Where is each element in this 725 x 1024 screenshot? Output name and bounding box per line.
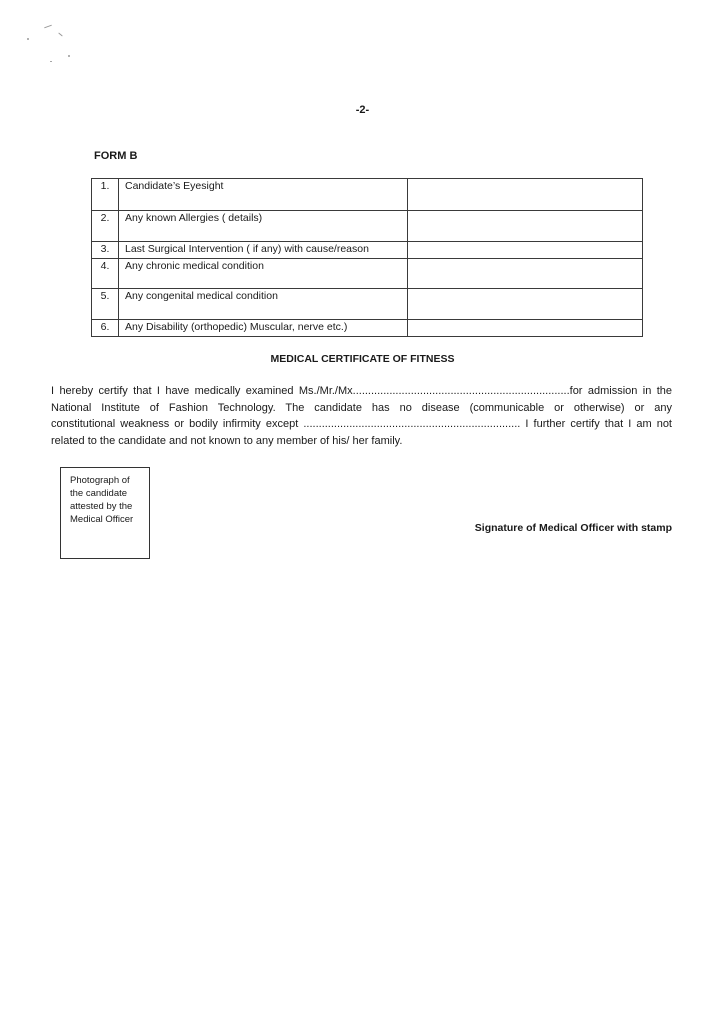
- certificate-title: MEDICAL CERTIFICATE OF FITNESS: [270, 353, 455, 365]
- row-answer-field[interactable]: [408, 289, 643, 320]
- table-row: [92, 289, 643, 320]
- row-number: 3.: [92, 242, 119, 259]
- form-title: FORM B: [94, 150, 138, 162]
- row-label: Any chronic medical condition: [119, 259, 408, 289]
- photo-box-line: Photograph of: [70, 475, 130, 486]
- row-label: Any known Allergies ( details): [119, 211, 408, 242]
- row-answer-field[interactable]: [408, 259, 643, 289]
- row-number: 5.: [92, 289, 119, 320]
- row-label: Any congenital medical condition: [119, 289, 408, 320]
- certificate-line: constitutional weakness or bodily infirmity except ....................................................................... I further certify that I am not: [51, 418, 672, 430]
- row-number: 2.: [92, 211, 119, 242]
- row-answer-field[interactable]: [408, 320, 643, 337]
- photo-box-line: the candidate: [70, 488, 128, 499]
- row-answer-field[interactable]: [408, 211, 643, 242]
- scan-speck: [44, 25, 52, 29]
- row-answer-field[interactable]: [408, 179, 643, 211]
- certificate-line: related to the candidate and not known to any member of his/ her family.: [51, 434, 403, 447]
- row-number: 1.: [92, 179, 119, 211]
- scan-speck: [27, 38, 29, 40]
- page-number: -2-: [355, 104, 370, 116]
- row-answer-field[interactable]: [408, 242, 643, 259]
- scan-speck: [68, 55, 70, 57]
- photo-box-line: Medical Officer: [70, 514, 134, 525]
- scan-speck: [58, 33, 62, 37]
- table-row: [92, 242, 643, 259]
- row-label: Any Disability (orthopedic) Muscular, nerve etc.): [119, 320, 408, 337]
- table-row: [92, 259, 643, 289]
- table-row: [92, 211, 643, 242]
- signature-label: Signature of Medical Officer with stamp: [474, 522, 672, 534]
- table-row: [92, 320, 643, 337]
- form-b-table: [91, 178, 643, 337]
- row-number: 6.: [92, 320, 119, 337]
- certificate-line: I hereby certify that I have medically examined Ms./Mr./Mx.......................................................................for admission in the: [51, 385, 672, 397]
- row-label: Candidate’s Eyesight: [119, 179, 408, 211]
- photo-box-line: attested by the: [70, 501, 133, 512]
- table-row: [92, 179, 643, 211]
- row-number: 4.: [92, 259, 119, 289]
- certificate-body: [51, 383, 672, 449]
- scan-speck: [50, 61, 52, 62]
- certificate-line: National Institute of Fashion Technology. The candidate has no disease (communicable or otherwise) or any: [51, 401, 672, 414]
- row-label: Last Surgical Intervention ( if any) with cause/reason: [119, 242, 408, 259]
- photograph-box: [60, 467, 150, 559]
